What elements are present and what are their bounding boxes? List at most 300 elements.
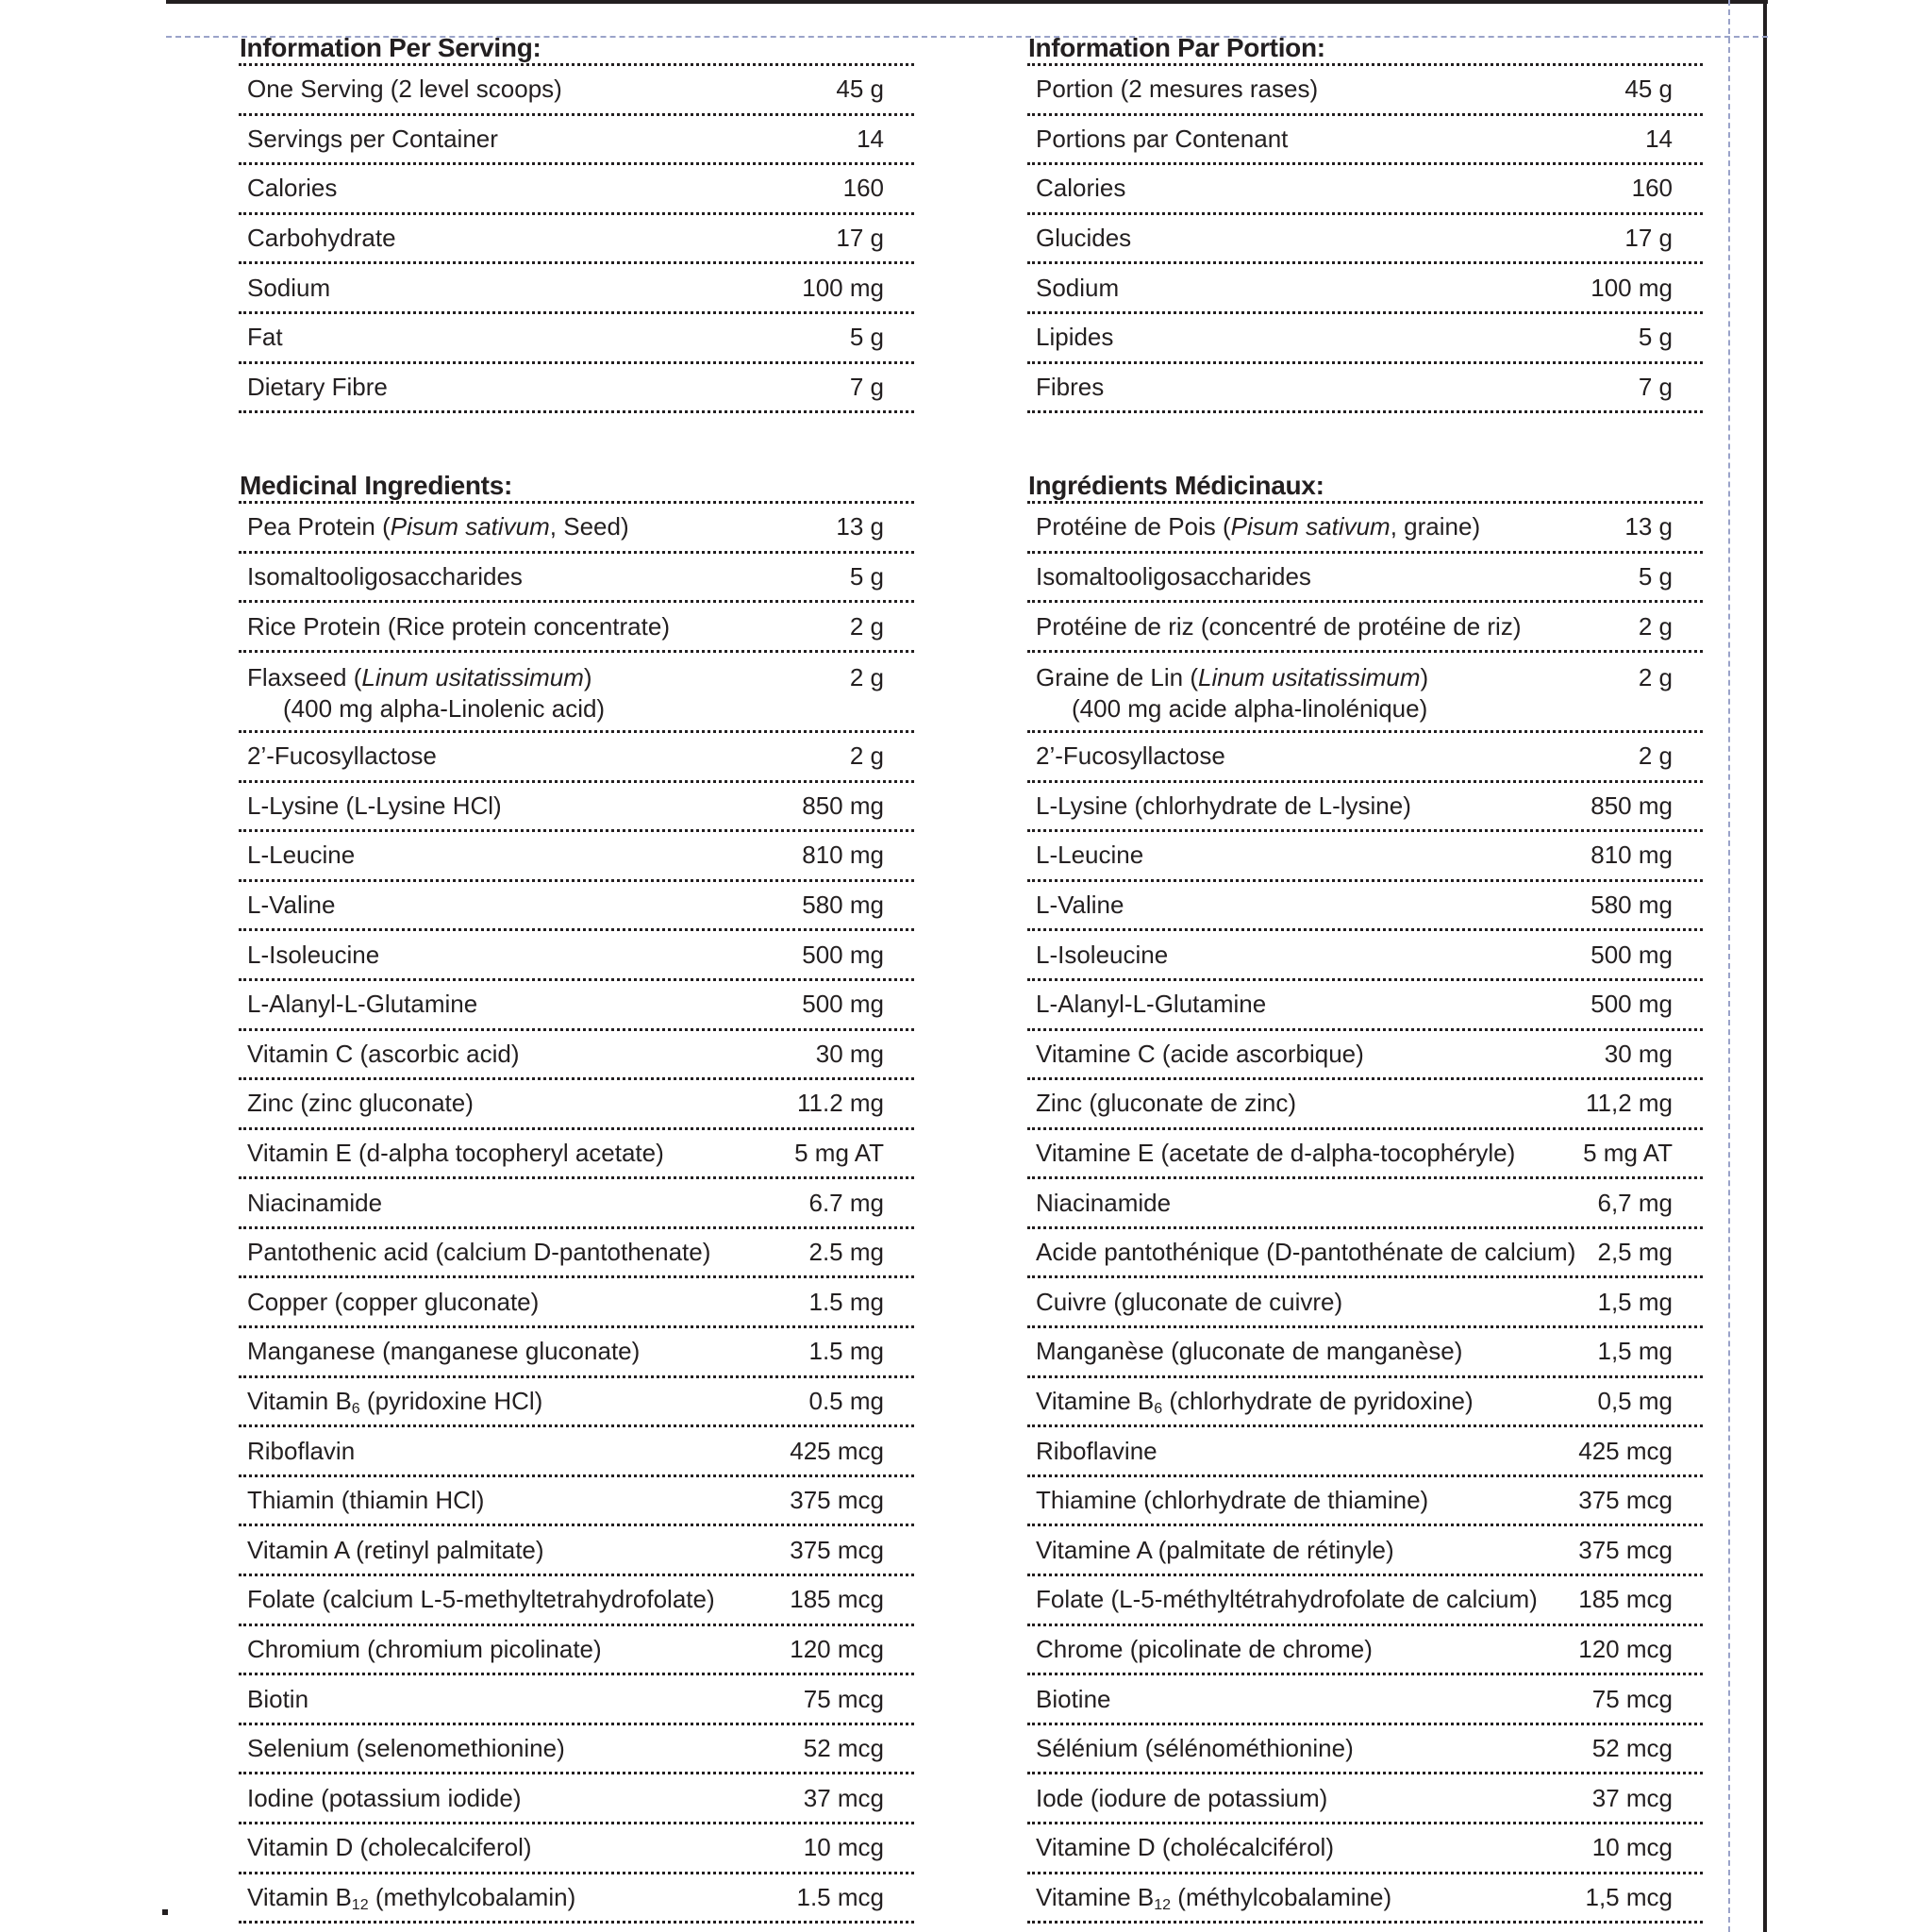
ingredient-name-text: Chrome (picolinate de chrome)	[1036, 1634, 1373, 1663]
table-row	[239, 931, 914, 981]
ingredient-name	[247, 224, 396, 253]
latin-name: Pisum sativum	[390, 512, 550, 541]
ingredient-name	[247, 741, 437, 771]
table-row	[1027, 931, 1703, 981]
medicinal-ingredients-title: Medicinal Ingredients:	[239, 468, 914, 504]
ingredient-name-text: Copper (copper gluconate)	[247, 1287, 540, 1316]
ingredient-name-text: Vitamine A (palmitate de rétinyle)	[1036, 1535, 1394, 1564]
ingredient-name	[247, 990, 477, 1019]
ingredient-amount: 52 mcg	[803, 1734, 884, 1763]
ingredient-name	[247, 1486, 484, 1515]
table-row	[1027, 1725, 1703, 1775]
ingredient-name	[247, 1437, 355, 1466]
ingredient-name-text: Vitamine B	[1036, 1386, 1155, 1415]
ingredient-amount: 11,2 mg	[1585, 1089, 1673, 1118]
ingredient-name-text: Sodium	[247, 273, 331, 302]
ingredient-detail: (400 mg alpha-Linolenic acid)	[283, 693, 606, 723]
ingredient-amount: 1.5 mg	[808, 1337, 884, 1366]
top-border-rule	[166, 0, 1768, 4]
ingredient-name-suffix: (chlorhydrate de pyridoxine)	[1162, 1386, 1474, 1415]
ingredient-name	[1036, 1784, 1327, 1813]
ingredient-name-text: Chromium (chromium picolinate)	[247, 1634, 602, 1663]
table-row	[239, 1328, 914, 1378]
ingredient-name-text: L-Leucine	[247, 841, 356, 870]
ingredient-amount: 5 mg AT	[794, 1138, 884, 1167]
table-row	[239, 733, 914, 783]
ingredient-amount: 10 mcg	[1591, 1833, 1673, 1862]
ingredient-name	[247, 1288, 539, 1317]
ingredient-name	[247, 663, 605, 724]
ingredient-name-text: L-Lysine (chlorhydrate de L-lysine)	[1036, 791, 1411, 820]
ingredient-name	[1036, 1685, 1111, 1714]
ingredient-name-text: Iodine (potassium iodide)	[247, 1783, 522, 1812]
ingredient-name-suffix: )	[583, 662, 592, 691]
table-row	[1027, 1229, 1703, 1279]
ingredient-name	[1036, 323, 1113, 352]
ingredient-name	[247, 1387, 542, 1416]
ingredient-amount: 375 mcg	[790, 1486, 884, 1515]
ingredient-amount: 500 mg	[1591, 990, 1673, 1019]
ingredient-name-text: Manganese (manganese gluconate)	[247, 1337, 641, 1366]
ingredient-name-text: Riboflavin	[247, 1436, 356, 1465]
ingredient-name-text: Vitamine B	[1036, 1882, 1155, 1911]
ingredient-name-text: Folate (L-5-méthyltétrahydrofolate de calcium)	[1036, 1585, 1538, 1614]
ingredient-name-text: Zinc (gluconate de zinc)	[1036, 1089, 1297, 1118]
ingredient-amount: 75 mcg	[1591, 1684, 1673, 1713]
ingredient-name-text: L-Alanyl-L-Glutamine	[1036, 990, 1267, 1019]
table-row	[1027, 783, 1703, 833]
serving-info-title: Information Per Serving:	[239, 30, 914, 66]
ingredient-name-text: Acide pantothénique (D-pantothénate de calcium)	[1036, 1238, 1576, 1267]
ingredient-amount: 1,5 mg	[1597, 1337, 1673, 1366]
table-row	[1027, 1526, 1703, 1576]
table-row	[239, 1526, 914, 1576]
ingredient-amount: 11.2 mg	[796, 1089, 884, 1118]
ingredient-name-text: Pea Protein (	[247, 512, 391, 541]
ingredient-name-text: Isomaltooligosaccharides	[1036, 562, 1311, 591]
table-row	[1027, 832, 1703, 882]
table-row	[1027, 504, 1703, 554]
table-row	[1027, 1626, 1703, 1676]
medicinal-ingredients-list	[239, 504, 914, 1924]
table-row	[1027, 165, 1703, 215]
vitamin-subscript: 12	[351, 1896, 369, 1913]
ingredient-name	[1036, 1089, 1296, 1118]
table-row	[239, 783, 914, 833]
ingredient-amount: 5 g	[849, 323, 884, 352]
table-row	[1027, 882, 1703, 932]
table-row	[239, 314, 914, 364]
ingredient-amount: 5 g	[1638, 323, 1673, 352]
ingredient-name	[247, 841, 355, 870]
ingredient-name-text: Cuivre (gluconate de cuivre)	[1036, 1287, 1343, 1316]
serving-info-list-fr	[1027, 66, 1703, 413]
ingredient-name-text: Carbohydrate	[247, 224, 396, 253]
english-panel	[239, 30, 914, 1924]
ingredient-amount: 2,5 mg	[1597, 1238, 1673, 1267]
serving-info-title-fr: Information Par Portion:	[1027, 30, 1703, 66]
ingredient-amount: 45 g	[1624, 75, 1673, 104]
ingredient-name	[1036, 174, 1125, 203]
ingredient-name	[247, 174, 337, 203]
ingredient-name-text: One Serving (2 level scoops)	[247, 75, 562, 104]
ingredient-name-text: Vitamin D (cholecalciferol)	[247, 1833, 532, 1862]
ingredient-amount: 2 g	[1638, 662, 1673, 691]
ingredient-amount: 120 mcg	[1578, 1634, 1673, 1663]
ingredient-name	[247, 125, 498, 154]
ingredient-amount: 17 g	[1624, 224, 1673, 253]
ingredient-name-text: Manganèse (gluconate de manganèse)	[1036, 1337, 1463, 1366]
ingredient-name	[1036, 1387, 1474, 1416]
ingredient-amount: 2 g	[849, 662, 884, 691]
table-row	[1027, 1130, 1703, 1180]
table-row	[239, 504, 914, 554]
ingredient-name-text: L-Lysine (L-Lysine HCl)	[247, 791, 502, 820]
table-row	[1027, 1576, 1703, 1626]
ingredient-name-text: Iode (iodure de potassium)	[1036, 1783, 1328, 1812]
ingredient-amount: 6.7 mg	[808, 1188, 884, 1217]
ingredient-name-text: L-Valine	[1036, 891, 1124, 920]
table-row	[1027, 653, 1703, 733]
ingredient-name	[1036, 373, 1104, 402]
right-border-rule	[1763, 0, 1767, 1932]
table-row	[239, 1477, 914, 1527]
ingredient-name-text: Protéine de riz (concentré de protéine de riz)	[1036, 611, 1522, 641]
ingredient-name	[247, 1635, 602, 1664]
ingredient-name-text: Fibres	[1036, 372, 1105, 401]
table-row	[1027, 264, 1703, 314]
table-row	[1027, 1427, 1703, 1477]
ingredient-name	[1036, 274, 1119, 303]
ingredient-name-text: Lipides	[1036, 323, 1114, 352]
ingredient-name	[247, 562, 523, 591]
ingredient-name-text: Dietary Fibre	[247, 372, 388, 401]
ingredient-amount: 850 mg	[1591, 791, 1673, 820]
ingredient-name-text: Graine de Lin (	[1036, 662, 1198, 691]
ingredient-name-text: L-Isoleucine	[247, 940, 380, 969]
table-row	[1027, 1378, 1703, 1428]
ingredient-amount: 500 mg	[1591, 940, 1673, 969]
ingredient-name-text: Biotine	[1036, 1684, 1111, 1713]
ingredient-name-text: Servings per Container	[247, 124, 498, 153]
ingredient-amount: 45 g	[836, 75, 884, 104]
ingredient-name	[247, 1139, 664, 1168]
ingredient-name-text: Vitamine D (cholécalciférol)	[1036, 1833, 1334, 1862]
ingredient-name	[1036, 1139, 1515, 1168]
ingredient-amount: 13 g	[1624, 512, 1673, 541]
ingredient-amount: 5 g	[1638, 562, 1673, 591]
ingredient-amount: 2 g	[1638, 741, 1673, 771]
ingredient-name	[1036, 562, 1311, 591]
table-row	[239, 1874, 914, 1924]
ingredient-name-text: Rice Protein (Rice protein concentrate)	[247, 611, 670, 641]
ingredient-name-text: Portion (2 mesures rases)	[1036, 75, 1319, 104]
ingredient-name-text: Niacinamide	[1036, 1188, 1172, 1217]
ingredient-name-text: Vitamine C (acide ascorbique)	[1036, 1039, 1364, 1068]
table-row	[239, 1229, 914, 1279]
table-row	[239, 264, 914, 314]
ingredient-name-text: Folate (calcium L-5-methyltetrahydrofolate)	[247, 1585, 715, 1614]
ingredient-name-text: Sélénium (sélénométhionine)	[1036, 1734, 1354, 1763]
ingredient-amount: 14	[1645, 124, 1673, 153]
ingredient-name-text: Thiamine (chlorhydrate de thiamine)	[1036, 1486, 1429, 1515]
ingredient-name-text: Vitamin E (d-alpha tocopheryl acetate)	[247, 1138, 664, 1167]
corner-mark	[162, 1909, 168, 1915]
table-row	[239, 1725, 914, 1775]
ingredient-name	[1036, 891, 1124, 920]
table-row	[239, 215, 914, 265]
ingredient-name	[247, 1089, 474, 1118]
ingredient-amount: 185 mcg	[790, 1585, 884, 1614]
ingredient-name-text: L-Valine	[247, 891, 336, 920]
table-row	[1027, 364, 1703, 414]
table-row	[1027, 1477, 1703, 1527]
ingredient-name	[1036, 990, 1266, 1019]
ingredient-amount: 580 mg	[1591, 891, 1673, 920]
ingredient-name-text: Niacinamide	[247, 1188, 383, 1217]
table-row	[239, 1824, 914, 1874]
ingredient-name-text: L-Leucine	[1036, 841, 1144, 870]
ingredient-name	[1036, 1585, 1538, 1614]
table-row	[239, 653, 914, 733]
ingredient-name	[247, 612, 670, 641]
ingredient-name-text: Thiamin (thiamin HCl)	[247, 1486, 485, 1515]
medicinal-ingredients-title-fr: Ingrédients Médicinaux:	[1027, 468, 1703, 504]
ingredient-name-text: Glucides	[1036, 224, 1132, 253]
ingredient-name	[1036, 741, 1225, 771]
ingredient-name-text: Isomaltooligosaccharides	[247, 562, 523, 591]
ingredient-amount: 2 g	[849, 741, 884, 771]
ingredient-name	[247, 1784, 522, 1813]
table-row	[1027, 1031, 1703, 1081]
table-row	[239, 165, 914, 215]
latin-name: Pisum sativum	[1230, 512, 1391, 541]
ingredient-name	[247, 941, 379, 970]
ingredient-name-text: Vitamin C (ascorbic acid)	[247, 1039, 520, 1068]
ingredient-amount: 0.5 mg	[808, 1386, 884, 1415]
ingredient-amount: 30 mg	[815, 1039, 884, 1068]
ingredient-name	[247, 373, 388, 402]
vitamin-subscript: 6	[1154, 1400, 1163, 1417]
ingredient-amount: 2 g	[1638, 611, 1673, 641]
ingredient-amount: 100 mg	[802, 273, 884, 302]
table-row	[239, 364, 914, 414]
table-row	[1027, 733, 1703, 783]
table-row	[1027, 1278, 1703, 1328]
table-row	[239, 66, 914, 116]
table-row	[1027, 1179, 1703, 1229]
ingredient-name-text: Selenium (selenomethionine)	[247, 1734, 565, 1763]
ingredient-amount: 160	[842, 174, 884, 203]
ingredient-name-text: Sodium	[1036, 273, 1120, 302]
ingredient-name	[1036, 1883, 1391, 1912]
ingredient-amount: 37 mcg	[1591, 1783, 1673, 1812]
ingredient-name	[1036, 1536, 1394, 1565]
ingredient-amount: 0,5 mg	[1597, 1386, 1673, 1415]
ingredient-amount: 37 mcg	[803, 1783, 884, 1812]
ingredient-amount: 14	[857, 124, 884, 153]
ingredient-amount: 375 mcg	[790, 1535, 884, 1564]
table-row	[239, 1675, 914, 1725]
table-row	[239, 1080, 914, 1130]
table-row	[239, 1427, 914, 1477]
ingredient-name	[247, 1536, 544, 1565]
ingredient-name-suffix: (methylcobalamin)	[368, 1882, 576, 1911]
ingredient-amount: 2.5 mg	[808, 1238, 884, 1267]
ingredient-amount: 1.5 mcg	[796, 1882, 884, 1911]
ingredient-name-text: Vitamin B	[247, 1882, 352, 1911]
ingredient-name-text: Calories	[1036, 174, 1126, 203]
ingredient-name-text: Vitamin B	[247, 1386, 352, 1415]
table-row	[239, 603, 914, 653]
ingredient-amount: 5 mg AT	[1583, 1138, 1673, 1167]
ingredient-name-suffix: )	[1420, 662, 1429, 691]
ingredient-amount: 7 g	[849, 372, 884, 401]
latin-name: Linum usitatissimum	[361, 662, 584, 691]
ingredient-name	[1036, 1040, 1364, 1069]
ingredient-name	[1036, 1189, 1171, 1218]
ingredient-name	[1036, 841, 1143, 870]
ingredient-name-text: Biotin	[247, 1684, 309, 1713]
ingredient-amount: 580 mg	[802, 891, 884, 920]
vitamin-subscript: 12	[1154, 1896, 1172, 1913]
table-row	[239, 1626, 914, 1676]
latin-name: Linum usitatissimum	[1197, 662, 1421, 691]
ingredient-name-suffix: , Seed)	[549, 512, 629, 541]
ingredient-name-text: L-Alanyl-L-Glutamine	[247, 990, 478, 1019]
ingredient-amount: 810 mg	[802, 841, 884, 870]
ingredient-amount: 1,5 mg	[1597, 1287, 1673, 1316]
ingredient-amount: 10 mcg	[803, 1833, 884, 1862]
ingredient-amount: 500 mg	[802, 990, 884, 1019]
ingredient-name	[1036, 1635, 1373, 1664]
ingredient-amount: 425 mcg	[1578, 1436, 1673, 1465]
ingredient-amount: 100 mg	[1591, 273, 1673, 302]
ingredient-detail: (400 mg acide alpha-linolénique)	[1072, 693, 1428, 723]
ingredient-name-text: Calories	[247, 174, 338, 203]
ingredient-amount: 52 mcg	[1591, 1734, 1673, 1763]
table-row	[1027, 1774, 1703, 1824]
ingredient-amount: 7 g	[1638, 372, 1673, 401]
ingredient-name-text: Vitamine E (acetate de d-alpha-tocophéryle)	[1036, 1138, 1516, 1167]
table-row	[239, 554, 914, 604]
ingredient-name	[1036, 1337, 1462, 1366]
table-row	[1027, 314, 1703, 364]
ingredient-name-text: Zinc (zinc gluconate)	[247, 1089, 474, 1118]
table-row	[1027, 1824, 1703, 1874]
serving-info-list	[239, 66, 914, 413]
ingredient-name-text: Fat	[247, 323, 283, 352]
ingredient-amount: 850 mg	[802, 791, 884, 820]
table-row	[239, 1378, 914, 1428]
ingredient-amount: 375 mcg	[1578, 1486, 1673, 1515]
medicinal-ingredients-list-fr	[1027, 504, 1703, 1924]
table-row	[239, 1031, 914, 1081]
ingredient-name	[247, 1189, 382, 1218]
ingredient-amount: 13 g	[836, 512, 884, 541]
ingredient-name-text: Portions par Contenant	[1036, 124, 1289, 153]
table-row	[1027, 603, 1703, 653]
ingredient-amount: 375 mcg	[1578, 1535, 1673, 1564]
ingredient-amount: 2 g	[849, 611, 884, 641]
table-row	[239, 1774, 914, 1824]
ingredient-name	[247, 1040, 520, 1069]
table-row	[239, 832, 914, 882]
table-row	[1027, 1328, 1703, 1378]
ingredient-amount: 500 mg	[802, 940, 884, 969]
ingredient-name	[1036, 224, 1131, 253]
ingredient-name-text: 2’-Fucosyllactose	[1036, 741, 1225, 771]
table-row	[1027, 981, 1703, 1031]
table-row	[1027, 215, 1703, 265]
ingredient-name	[1036, 1437, 1158, 1466]
ingredient-name	[1036, 1486, 1428, 1515]
ingredient-amount: 75 mcg	[803, 1684, 884, 1713]
table-row	[1027, 554, 1703, 604]
table-row	[1027, 116, 1703, 166]
ingredient-name	[1036, 941, 1168, 970]
ingredient-amount: 160	[1631, 174, 1673, 203]
vitamin-subscript: 6	[351, 1400, 360, 1417]
ingredient-name	[1036, 791, 1411, 821]
ingredient-amount: 120 mcg	[790, 1634, 884, 1663]
table-row	[1027, 1080, 1703, 1130]
ingredient-name	[1036, 612, 1522, 641]
ingredient-name	[247, 1883, 575, 1912]
ingredient-name	[247, 512, 629, 541]
ingredient-name	[247, 1685, 308, 1714]
ingredient-name	[247, 1585, 715, 1614]
table-row	[1027, 1675, 1703, 1725]
ingredient-name-text: 2’-Fucosyllactose	[247, 741, 437, 771]
ingredient-name	[1036, 1288, 1342, 1317]
ingredient-amount: 810 mg	[1591, 841, 1673, 870]
ingredient-amount: 425 mcg	[790, 1436, 884, 1465]
ingredient-name	[1036, 512, 1480, 541]
ingredient-name	[247, 1734, 565, 1763]
ingredient-amount: 5 g	[849, 562, 884, 591]
ingredient-name	[247, 274, 330, 303]
right-cut-line	[1728, 0, 1730, 1932]
ingredient-name-text: L-Isoleucine	[1036, 940, 1169, 969]
ingredient-name	[1036, 1833, 1334, 1862]
ingredient-name-text: Flaxseed (	[247, 662, 362, 691]
ingredient-name	[247, 75, 562, 104]
table-row	[239, 1576, 914, 1626]
ingredient-name	[247, 791, 502, 821]
ingredient-amount: 17 g	[836, 224, 884, 253]
ingredient-name	[1036, 125, 1288, 154]
ingredient-name-text: Vitamin A (retinyl palmitate)	[247, 1535, 544, 1564]
table-row	[1027, 1874, 1703, 1924]
ingredient-name	[247, 891, 335, 920]
ingredient-name-text: Pantothenic acid (calcium D-pantothenate)	[247, 1238, 711, 1267]
french-panel	[1027, 30, 1703, 1924]
ingredient-name	[247, 1337, 640, 1366]
ingredient-name	[1036, 1734, 1354, 1763]
ingredient-name-suffix: (méthylcobalamine)	[1171, 1882, 1392, 1911]
ingredient-name	[1036, 75, 1318, 104]
table-row	[239, 1179, 914, 1229]
table-row	[239, 1278, 914, 1328]
ingredient-name-text: Protéine de Pois (	[1036, 512, 1231, 541]
ingredient-amount: 1,5 mcg	[1585, 1882, 1673, 1911]
ingredient-name	[247, 323, 283, 352]
ingredient-name	[1036, 663, 1428, 724]
ingredient-amount: 6,7 mg	[1597, 1188, 1673, 1217]
ingredient-name	[247, 1833, 532, 1862]
table-row	[239, 1130, 914, 1180]
